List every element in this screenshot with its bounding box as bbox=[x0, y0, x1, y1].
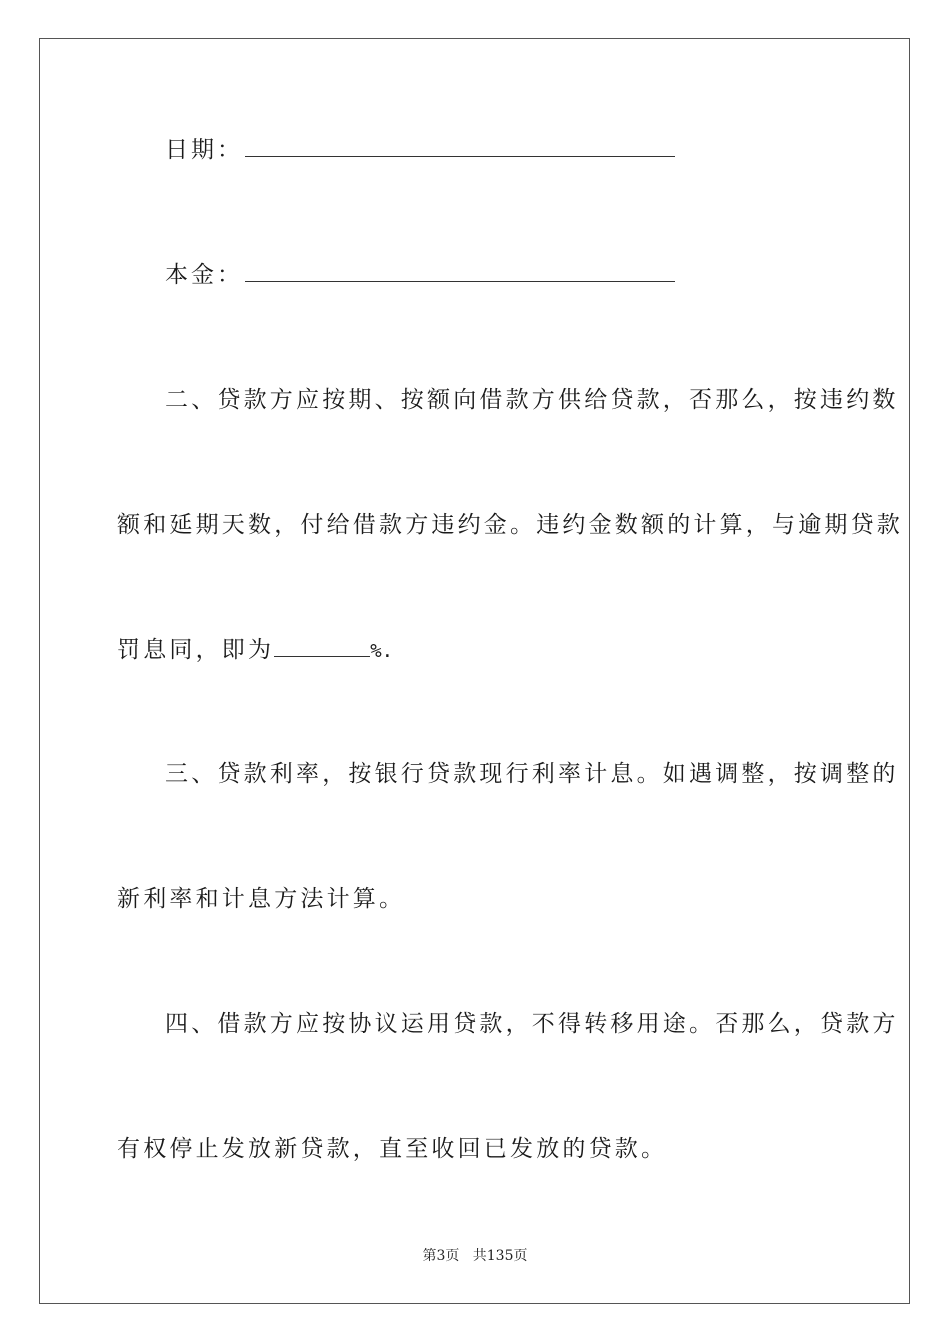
date-label: 日期： bbox=[165, 137, 243, 163]
page-number-total: 共135页 bbox=[472, 1248, 528, 1264]
page-frame bbox=[39, 38, 910, 1304]
principal-blank[interactable] bbox=[245, 261, 675, 282]
clause-4-line-2: 有权停止发放新贷款，直至收回已发放的贷款。 bbox=[117, 1136, 668, 1162]
clause-2-line-3-prefix: 罚息同，即为 bbox=[117, 637, 275, 663]
penalty-rate-blank[interactable] bbox=[274, 636, 370, 657]
date-field-row bbox=[165, 136, 675, 164]
clause-3-line-1: 三、贷款利率，按银行贷款现行利率计息。如遇调整，按调整的 bbox=[165, 761, 899, 787]
clause-2-line-2: 额和延期天数，付给借款方违约金。违约金数额的计算，与逾期贷款 bbox=[117, 512, 903, 538]
principal-label: 本金： bbox=[165, 262, 243, 288]
percent-sign: %. bbox=[370, 640, 394, 662]
date-blank[interactable] bbox=[245, 136, 675, 157]
clause-3-line-2: 新利率和计息方法计算。 bbox=[117, 886, 406, 912]
clause-2-line-1: 二、贷款方应按期、按额向借款方供给贷款，否那么，按违约数 bbox=[165, 387, 899, 413]
principal-field-row bbox=[165, 261, 675, 289]
page-number-current: 第3页 bbox=[422, 1248, 460, 1264]
clause-2-line-3 bbox=[117, 636, 833, 665]
page-footer bbox=[0, 1247, 950, 1265]
clause-4-line-1: 四、借款方应按协议运用贷款，不得转移用途。否那么，贷款方 bbox=[165, 1011, 899, 1037]
